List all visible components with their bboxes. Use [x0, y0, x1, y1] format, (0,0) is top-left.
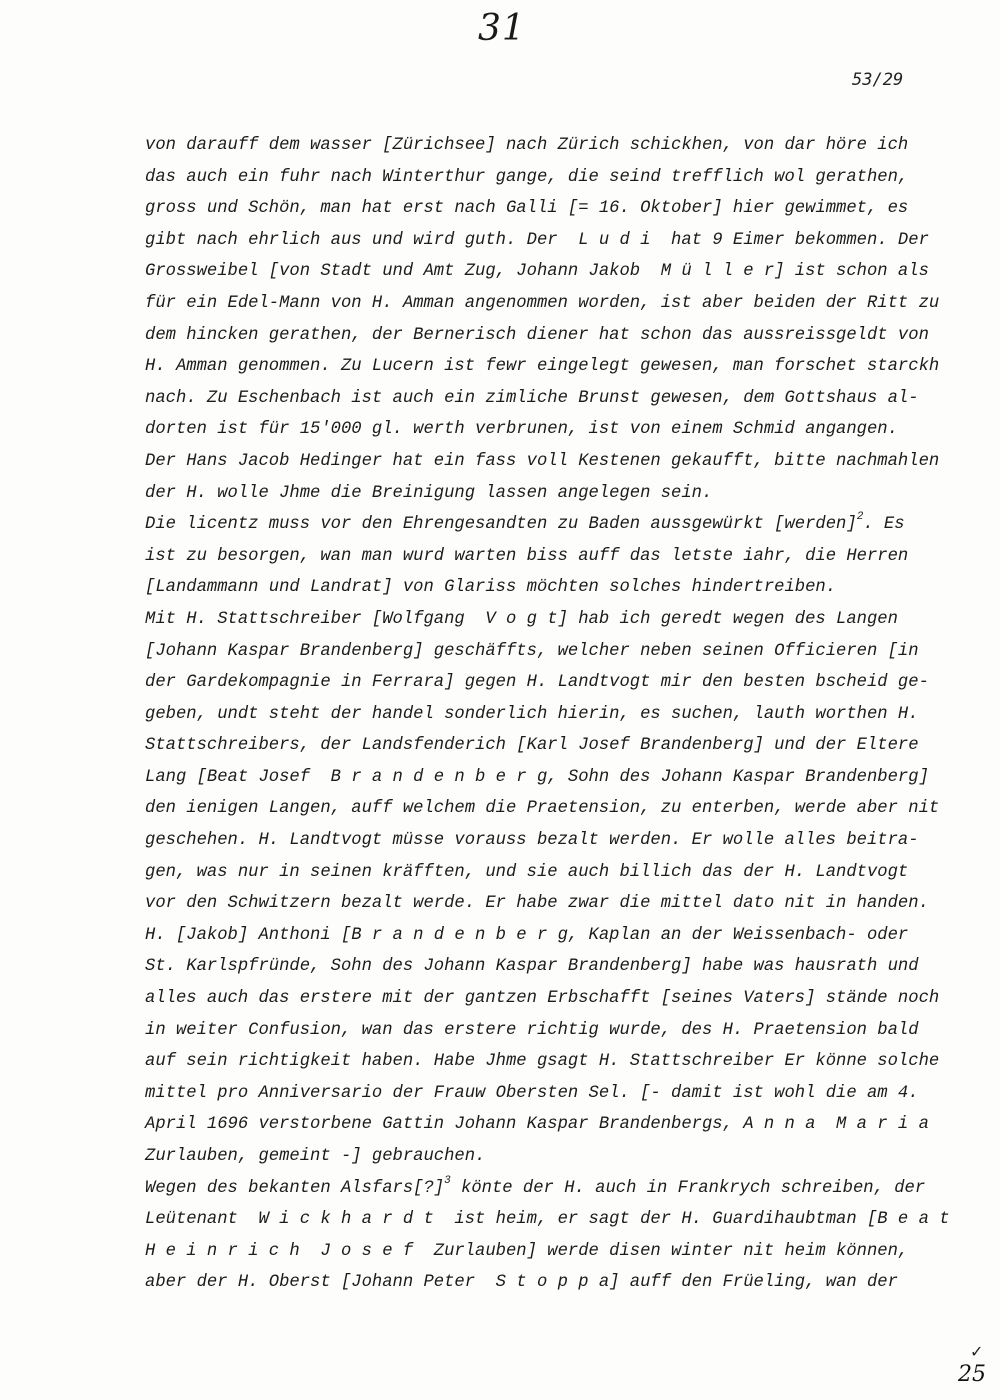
footnote-marker: 3 — [444, 1174, 451, 1187]
text-line: gen, was nur in seinen kräfften, und sie auch billich das der H. Landtvogt — [145, 862, 909, 882]
text-line: nach. Zu Eschenbach ist auch ein zimliche Brunst gewesen, dem Gottshaus al- — [145, 388, 919, 408]
text-line: Zurlauben, gemeint -] gebrauchen. — [145, 1147, 486, 1166]
text-line: ist zu besorgen, wan man wurd warten biss auff das letste iahr, die Herren — [145, 546, 909, 566]
text-line: der H. wolle Jhme die Breinigung lassen angelegen sein. — [145, 483, 713, 503]
line-text: Wegen des bekanten Alsfars[?] — [145, 1178, 445, 1198]
text-line: das auch ein fuhr nach Winterthur gange, die seind trefflich wol gerathen, — [145, 167, 909, 187]
text-line: H. Amman genommen. Zu Lucern ist fewr eingelegt gewesen, man forschet starckh — [145, 357, 940, 377]
text-line: auf sein richtigkeit haben. Habe Jhme gsagt H. Stattschreiber Er könne solche — [145, 1052, 940, 1072]
page-reference: 53/29 — [852, 70, 904, 90]
text-line: von darauff dem wasser [Zürichsee] nach Zürich schickhen, von dar höre ich — [145, 136, 909, 155]
text-line: aber der H. Oberst [Johann Peter S t o p p a] auff den Früeling, wan der — [145, 1273, 898, 1293]
text-line: dem hincken gerathen, der Bernerisch diener hat schon das aussreissgeldt von — [145, 325, 929, 345]
text-line: H. [Jakob] Anthoni [B r a n d e n b e r g, Kaplan an der Weissenbach- oder — [145, 925, 909, 945]
text-line: Stattschreibers, der Landsfenderich [Karl Josef Brandenberg] und der Eltere — [145, 736, 919, 756]
line-text: Die licentz muss vor den Ehrengesandten zu Baden aussgewürkt [werden] — [145, 515, 857, 535]
text-line: der Gardekompagnie in Ferrara] gegen H. Landtvogt mir den besten bscheid ge- — [145, 673, 929, 693]
text-line: [Johann Kaspar Brandenberg] geschäffts, welcher neben seinen Officieren [in — [145, 641, 919, 661]
corner-page-number: 25 — [958, 1362, 986, 1387]
text-line: in weiter Confusion, wan das erstere richtig wurde, des H. Praetension bald — [145, 1020, 919, 1040]
text-line: [Landammann und Landrat] von Glariss möchten solches hindertreiben. — [145, 578, 837, 598]
text-line: April 1696 verstorbene Gattin Johann Kaspar Brandenbergs, A n n a M a r i a — [145, 1115, 929, 1135]
text-line: geben, undt steht der handel sonderlich hierin, es suchen, lauth worthen H. — [145, 704, 919, 724]
text-line: Leütenant W i c k h a r d t ist heim, er sagt der H. Guardihaubtman [B e a t — [145, 1210, 950, 1230]
handwritten-folio-number: 31 — [478, 8, 526, 49]
text-line: vor den Schwitzern bezalt werde. Er habe zwar die mittel dato nit in handen. — [145, 894, 929, 914]
line-text-tail: . Es — [863, 515, 905, 535]
text-line: alles auch das erstere mit der gantzen Erbschafft [seines Vaters] stände noch — [145, 989, 940, 1009]
text-line: H e i n r i c h J o s e f Zurlauben] werde disen winter nit heim können, — [145, 1241, 909, 1261]
text-line: St. Karlspfründe, Sohn des Johann Kaspar Brandenberg] habe was hausrath und — [145, 957, 919, 977]
text-line: Grossweibel [von Stadt und Amt Zug, Johann Jakob M ü l l e r] ist schon als — [145, 262, 929, 282]
margin-checkmark: ✓ — [970, 1342, 984, 1361]
text-line: dorten ist für 15'000 gl. werth verbrunen, ist von einem Schmid angangen. — [145, 420, 898, 440]
transcription-body — [145, 130, 950, 1299]
text-line: für ein Edel-Mann von H. Amman angenommen worden, ist aber beiden der Ritt zu — [145, 293, 940, 313]
text-line-with-footnote — [145, 509, 935, 541]
text-line: den ienigen Langen, auff welchem die Praetension, zu enterben, werde aber nit — [145, 799, 940, 819]
text-line: geschehen. H. Landtvogt müsse vorauss bezalt werden. Er wolle alles beitra- — [145, 831, 919, 851]
text-line: Lang [Beat Josef B r a n d e n b e r g, Sohn des Johann Kaspar Brandenberg] — [145, 767, 929, 787]
text-line: gross und Schön, man hat erst nach Galli [= 16. Oktober] hier gewimmet, es — [145, 199, 909, 219]
footnote-marker: 2 — [856, 511, 864, 524]
line-text-tail: könte der H. auch in Frankrych schreiben, der — [450, 1178, 926, 1198]
text-line: gibt nach ehrlich aus und wird guth. Der L u d i hat 9 Eimer bekommen. Der — [145, 230, 929, 250]
text-line-with-footnote — [145, 1173, 935, 1205]
text-line: mittel pro Anniversario der Frauw Obersten Sel. [- damit ist wohl die am 4. — [145, 1083, 919, 1103]
text-line: Mit H. Stattschreiber [Wolfgang V o g t] hab ich geredt wegen des Langen — [145, 609, 898, 629]
text-line: Der Hans Jacob Hedinger hat ein fass voll Kestenen gekaufft, bitte nachmahlen — [145, 451, 940, 471]
